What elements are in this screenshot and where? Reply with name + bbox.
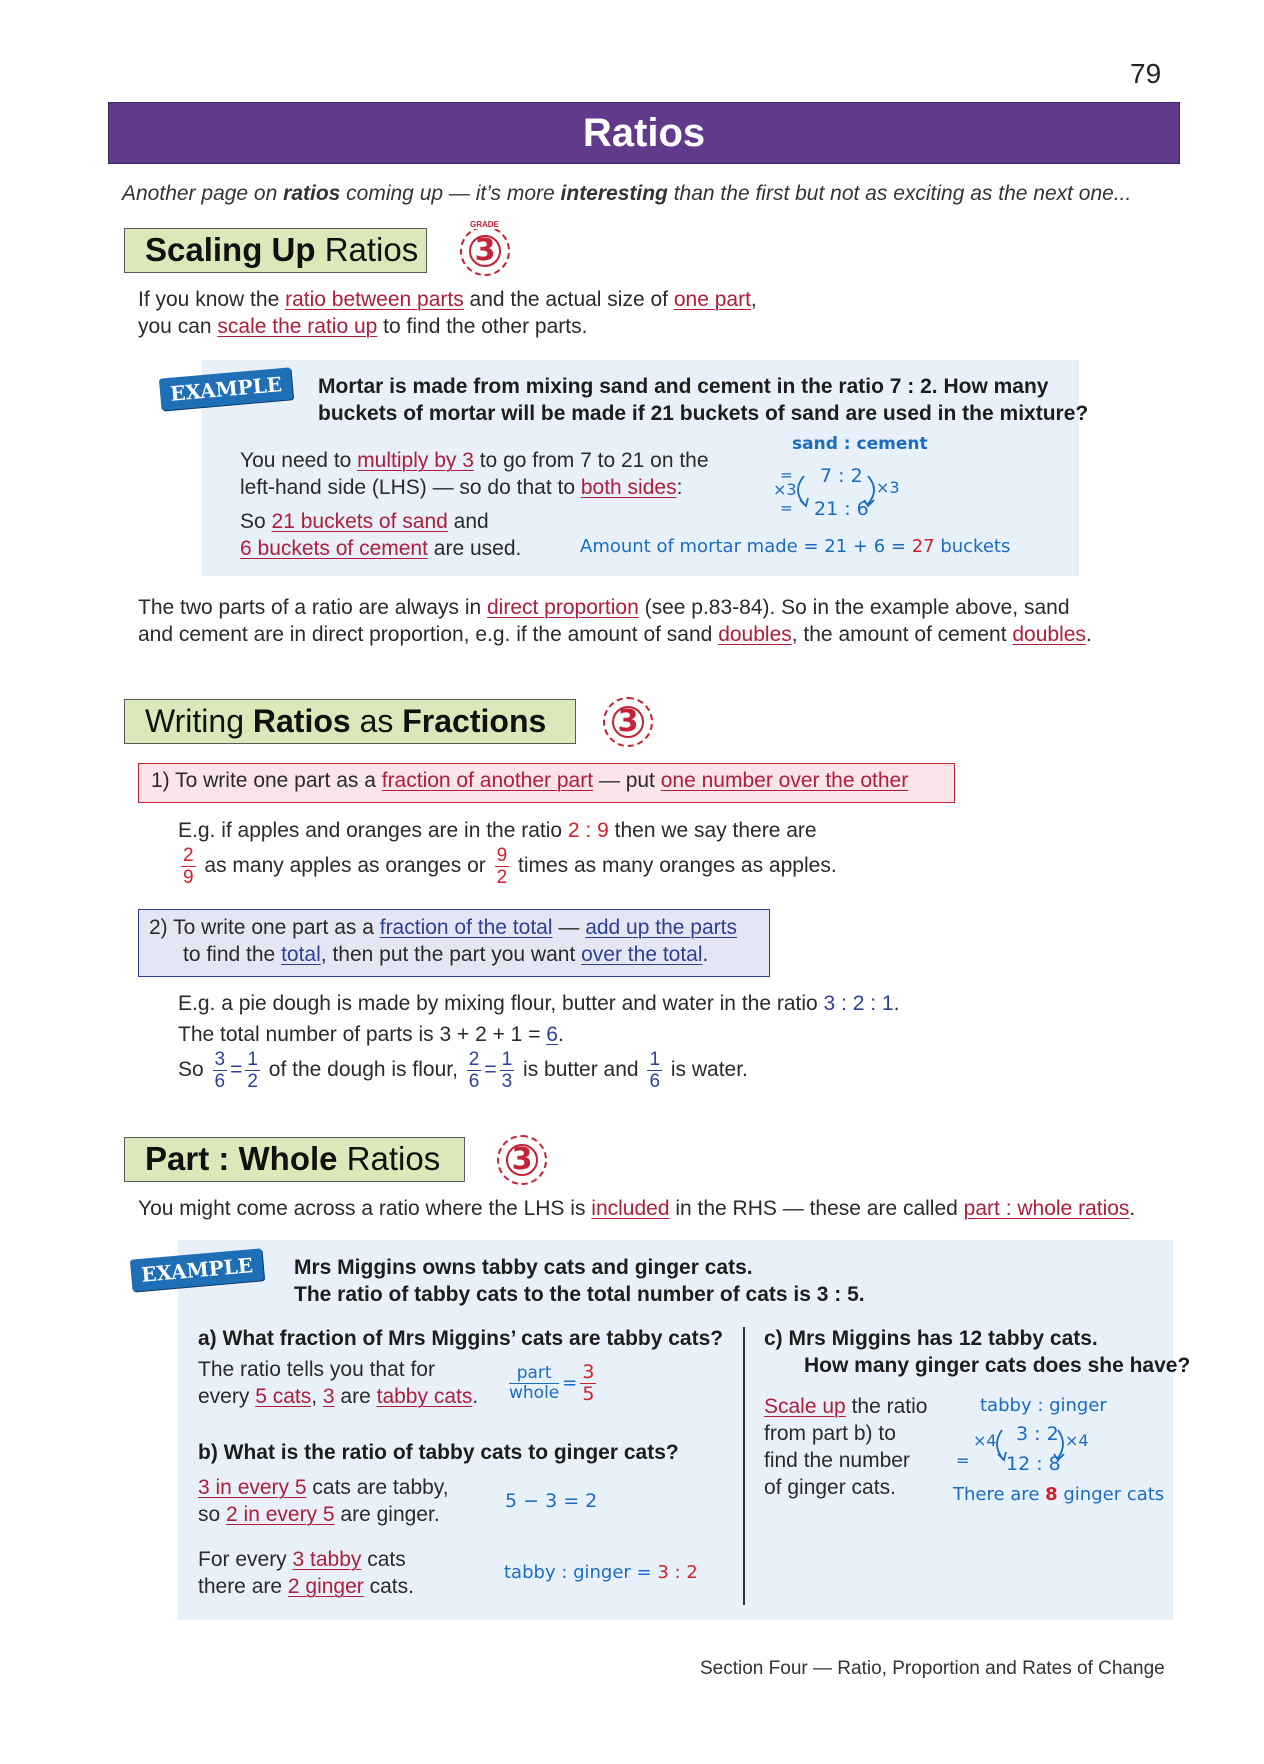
part-b-line-2: so 2 in every 5 are ginger. (198, 1503, 440, 1526)
miggins-question-line-2: The ratio of tabby cats to the total number of cats is 3 : 5. (294, 1283, 865, 1306)
fraction: $\frac{\text{part}}{\text{whole}}$ (509, 1363, 560, 1403)
part-c-line-3: find the number (764, 1449, 910, 1472)
intro-text: Another page on ratios coming up — it’s more interesting than the first but not as exciting as the next one... (122, 182, 1132, 205)
ratio-diagram-label: sand : cement (792, 434, 928, 454)
working-line-4: 6 buckets of cement are used. (240, 537, 522, 560)
working-line-3: So 21 buckets of sand and (240, 510, 489, 533)
part-b-line-1: 3 in every 5 cats are tabby, (198, 1476, 449, 1499)
fraction: $\frac{2}{6}$ (468, 1049, 480, 1092)
grade-badge: 3 (603, 697, 653, 747)
section-footer: Section Four — Ratio, Proportion and Rates of Change (700, 1658, 1165, 1679)
part-a-line-2: every 5 cats, 3 are tabby cats. (198, 1385, 479, 1408)
column-divider (743, 1327, 745, 1605)
apples-example-line-1: E.g. if apples and oranges are in the ratio 2 : 9 then we say there are (178, 819, 817, 842)
part-b-line-4: there are 2 ginger cats. (198, 1575, 414, 1598)
pie-example-line-1: E.g. a pie dough is made by mixing flour, butter and water in the ratio 3 : 2 : 1. (178, 992, 900, 1015)
working-line-1: You need to multiply by 3 to go from 7 to 21 on the (240, 449, 709, 472)
section-heading-ratios-as-fractions: Writing Ratios as Fractions (124, 699, 576, 744)
part-c-question-line-1: c) Mrs Miggins has 12 tabby cats. (764, 1327, 1098, 1350)
section-heading-scaling-up: Scaling Up Ratios (124, 228, 427, 273)
part-b-line-3: For every 3 tabby cats (198, 1548, 406, 1571)
part-whole-fraction: $\frac{\text{part}}{\text{whole}}$ = $\frac{3}{5}$ (509, 1361, 595, 1405)
part-b-question: b) What is the ratio of tabby cats to ginger cats? (198, 1441, 679, 1464)
rule-1-box: 1) To write one part as a fraction of another part — put one number over the other (138, 763, 955, 803)
grade-badge: 3 (497, 1135, 547, 1185)
direct-proportion-line-2: and cement are in direct proportion, e.g. if the amount of sand doubles, the amount of cement doubles. (138, 623, 1092, 646)
part-b-calculation: 5 − 3 = 2 (505, 1490, 598, 1512)
page-number: 79 (1130, 58, 1162, 89)
scale-arrows-icon (790, 470, 890, 520)
fraction: $\frac{1}{2}$ (247, 1049, 258, 1092)
apples-example-line-2: $\frac{2}{9}$ as many apples as oranges or $\frac{9}{2}$ times as many oranges as apples. (183, 845, 837, 888)
page-title: Ratios (108, 102, 1180, 164)
fraction: $\frac{2}{9}$ (183, 845, 194, 888)
equals-sign: = (780, 499, 793, 517)
example-question-line-1: Mortar is made from mixing sand and cement in the ratio 7 : 2. How many (318, 375, 1049, 398)
grade-badge: 3 (460, 226, 510, 276)
pie-example-line-2: The total number of parts is 3 + 2 + 1 = 6. (178, 1023, 564, 1046)
equals-sign: = (780, 466, 793, 484)
fraction: $\frac{3}{6}$ (214, 1049, 226, 1092)
part-a-question: a) What fraction of Mrs Miggins’ cats are tabby cats? (198, 1327, 724, 1350)
part-c-line-2: from part b) to (764, 1422, 896, 1445)
ratio-diagram-top: 7 : 2 (820, 465, 863, 487)
fraction: $\frac{3}{5}$ (582, 1361, 595, 1405)
part-c-answer: There are 8 ginger cats (953, 1484, 1165, 1505)
ratio-multiplier-left: ×4 (973, 1431, 997, 1450)
scaling-intro-line-2: you can scale the ratio up to find the other parts. (138, 315, 588, 338)
working-line-2: left-hand side (LHS) — so do that to both sides: (240, 476, 683, 499)
section-heading-part-whole: Part : Whole Ratios (124, 1137, 465, 1182)
part-b-answer: tabby : ginger = 3 : 2 (504, 1562, 698, 1583)
ratio-diagram-label: tabby : ginger (980, 1395, 1107, 1416)
direct-proportion-line-1: The two parts of a ratio are always in direct proportion (see p.83-84). So in the example above, sand (138, 596, 1070, 619)
fraction: $\frac{1}{3}$ (501, 1049, 513, 1092)
part-c-line-4: of ginger cats. (764, 1476, 896, 1499)
mortar-answer: Amount of mortar made = 21 + 6 = 27 buckets (580, 536, 1011, 557)
part-c-line-1: Scale up the ratio (764, 1395, 928, 1418)
fraction: $\frac{9}{2}$ (496, 845, 508, 888)
equals-sign: = (956, 1451, 970, 1470)
part-c-question-line-2: How many ginger cats does she have? (804, 1354, 1191, 1377)
example-tag: EXAMPLE (130, 1248, 264, 1291)
ratio-multiplier-left: ×3 (773, 480, 797, 499)
ratio-diagram-bottom: 21 : 6 (814, 498, 869, 520)
scaling-intro-line-1: If you know the ratio between parts and the actual size of one part, (138, 288, 757, 311)
pie-example-line-3: So $\frac{3}{6}$ = $\frac{1}{2}$ of the dough is flour, $\frac{2}{6}$ = $\frac{1}{3}$ is butter and $\frac{1}{6}$ is water. (178, 1049, 748, 1092)
grade-label: GRADE (470, 220, 499, 229)
scale-arrows-icon (990, 1426, 1070, 1474)
ratio-diagram-top: 3 : 2 (1016, 1423, 1059, 1445)
fraction: $\frac{1}{6}$ (649, 1049, 661, 1092)
ratio-diagram-bottom: 12 : 8 (1006, 1453, 1061, 1475)
part-whole-intro: You might come across a ratio where the LHS is included in the RHS — these are called part : whole ratios. (138, 1197, 1136, 1220)
example-tag: EXAMPLE (159, 367, 293, 410)
ratio-multiplier-right: ×3 (876, 478, 900, 497)
example-question-line-2: buckets of mortar will be made if 21 buckets of sand are used in the mixture? (318, 402, 1089, 425)
ratio-multiplier-right: ×4 (1065, 1431, 1089, 1450)
part-a-line-1: The ratio tells you that for (198, 1358, 435, 1381)
miggins-question-line-1: Mrs Miggins owns tabby cats and ginger cats. (294, 1256, 753, 1279)
rule-2-box: 2) To write one part as a fraction of the total — add up the parts to find the total, then put the part you want over the total. (138, 909, 770, 977)
